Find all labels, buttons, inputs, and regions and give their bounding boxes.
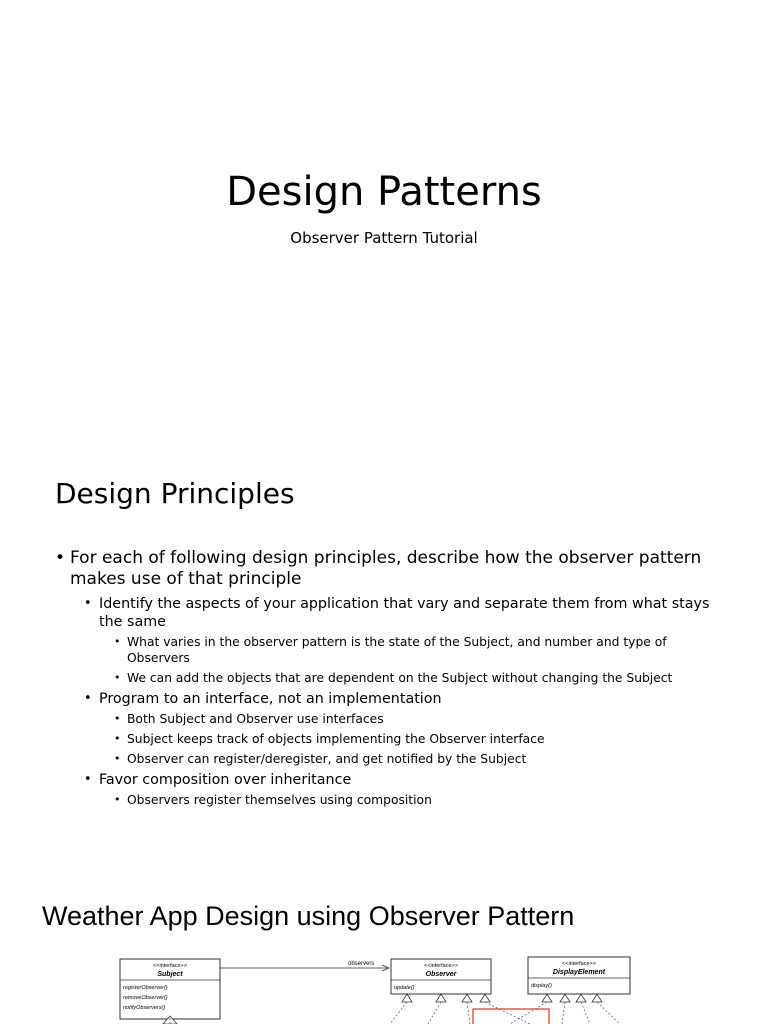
display-method: display(): [531, 983, 552, 989]
design-principles-slide: [0, 450, 768, 860]
detail-bullet: • Both Subject and Observer use interfaces: [55, 711, 715, 727]
slide-heading: Weather App Design using Observer Pattern: [42, 901, 575, 931]
observer-interface-box: [391, 959, 491, 1002]
inheritance-arrowhead: [542, 994, 552, 1002]
observers-association: [220, 961, 389, 971]
inheritance-arrowhead: [462, 994, 472, 1002]
subject-stereotype: <<interface>>: [153, 963, 187, 969]
intro-bullet: • For each of following design principles, describe how the observer pattern makes use of that principle: [55, 548, 715, 590]
inheritance-arrowhead: [592, 994, 602, 1002]
detail-bullet: • Subject keeps track of objects implementing the Observer interface: [55, 731, 715, 747]
display-name: DisplayElement: [552, 969, 606, 976]
weather-app-slide: [0, 860, 768, 1024]
inheritance-arrowhead: [560, 994, 570, 1002]
display-element-interface-box: [528, 957, 630, 1002]
highlight-box: [473, 1009, 549, 1024]
inheritance-arrowhead: [480, 994, 490, 1002]
detail-bullet: • What varies in the observer pattern is the state of the Subject, and number and type of Observers: [55, 634, 715, 666]
subject-method: removeObserver(): [123, 995, 168, 1001]
observer-method: update(): [394, 985, 415, 991]
presentation-subtitle: Observer Pattern Tutorial: [290, 229, 478, 247]
detail-bullet: • Observers register themselves using composition: [55, 792, 715, 808]
presentation-title: Design Patterns: [226, 169, 542, 215]
subject-method: registerObserver(): [123, 985, 168, 991]
inheritance-arrowhead: [436, 994, 446, 1002]
display-stereotype: <<interface>>: [562, 961, 596, 967]
inheritance-arrowhead: [576, 994, 586, 1002]
principle-bullet: • Program to an interface, not an implementation: [55, 690, 715, 708]
subject-method: notifyObservers(): [123, 1005, 166, 1011]
uml-class-diagram: [110, 952, 650, 1024]
subject-name: Subject: [157, 971, 183, 978]
detail-bullet: • We can add the objects that are dependent on the Subject without changing the Subject: [55, 670, 715, 686]
principle-bullet: • Identify the aspects of your application that vary and separate them from what stays the same: [55, 595, 715, 631]
detail-bullet: • Observer can register/deregister, and get notified by the Subject: [55, 751, 715, 767]
slide-heading: Design Principles: [55, 477, 295, 510]
title-slide: [0, 0, 768, 450]
principle-bullet: • Favor composition over inheritance: [55, 771, 715, 789]
observer-stereotype: <<interface>>: [424, 963, 458, 969]
inheritance-arrowhead: [402, 994, 412, 1002]
bullet-list: [55, 548, 715, 812]
association-label: observers: [348, 961, 375, 967]
subject-interface-box: [120, 959, 220, 1024]
realization-lines: [170, 1002, 620, 1024]
observer-name: Observer: [425, 971, 457, 978]
